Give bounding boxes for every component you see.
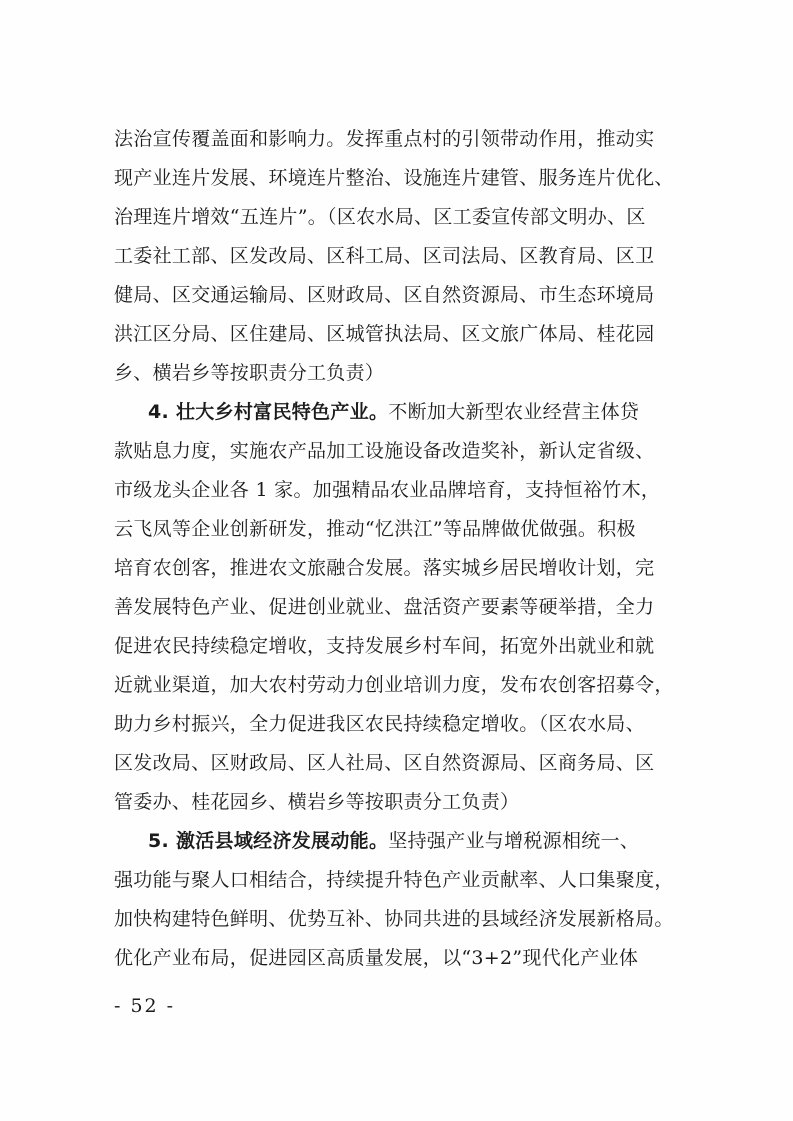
paragraph-line: 强功能与聚人口相结合，持续提升特色产业贡献率、人口集聚度，: [114, 869, 674, 891]
paragraph-line: 优化产业布局，促进园区高质量发展，以“3+2”现代化产业体: [114, 947, 639, 969]
paragraph-line: 工委社工部、区发改局、区科工局、区司法局、区教育局、区卫: [114, 245, 655, 267]
paragraph-line: 健局、区交通运输局、区财政局、区自然资源局、市生态环境局: [114, 284, 655, 306]
paragraph-line: 洪江区分局、区住建局、区城管执法局、区文旅广体局、桂花园: [114, 323, 655, 345]
paragraph-line: 法治宣传覆盖面和影响力。发挥重点村的引领带动作用，推动实: [114, 128, 655, 150]
paragraph-line: 云飞凤等企业创新研发，推动“忆洪江”等品牌做优做强。积极: [114, 518, 636, 540]
section-5-heading: 5. 激活县域经济发展动能。: [148, 830, 389, 852]
paragraph-line: 乡、横岩乡等按职责分工负责）: [114, 362, 385, 384]
section-4-heading: 4. 壮大乡村富民特色产业。: [148, 401, 389, 423]
paragraph-line: 治理连片增效“五连片”。（区农水局、区工委宣传部文明办、区: [114, 206, 646, 228]
section-4-first-line: [114, 393, 694, 432]
paragraph-line: 现产业连片发展、环境连片整治、设施连片建管、服务连片优化、: [114, 167, 674, 189]
page-number: - 52 -: [114, 995, 176, 1017]
paragraph-line: 区发改局、区财政局、区人社局、区自然资源局、区商务局、区: [114, 752, 655, 774]
section-4-first-line-text: 不断加大新型农业经营主体贷: [388, 401, 640, 423]
paragraph-line: 善发展特色产业、促进创业就业、盘活资产要素等硬举措，全力: [114, 596, 655, 618]
paragraph-line: 加快构建特色鲜明、优势互补、协同共进的县域经济发展新格局。: [114, 908, 674, 930]
paragraph-line: 管委办、桂花园乡、横岩乡等按职责分工负责）: [114, 791, 520, 813]
section-5-first-line-text: 坚持强产业与增税源相统一、: [388, 830, 640, 852]
section-5-first-line: [114, 822, 694, 861]
document-body: [114, 120, 694, 978]
paragraph-line: 培育农创客，推进农文旅融合发展。落实城乡居民增收计划，完: [114, 557, 655, 579]
paragraph-line: 助力乡村振兴，全力促进我区农民持续稳定增收。（区农水局、: [114, 713, 645, 735]
paragraph-line: 促进农民持续稳定增收，支持发展乡村车间，拓宽外出就业和就: [114, 635, 655, 657]
paragraph-line: 款贴息力度，实施农产品加工设施设备改造奖补，新认定省级、: [114, 440, 655, 462]
paragraph-line: 市级龙头企业各 1 家。加强精品农业品牌培育，支持恒裕竹木，: [114, 479, 661, 501]
paragraph-line: 近就业渠道，加大农村劳动力创业培训力度，发布农创客招募令，: [114, 674, 674, 696]
